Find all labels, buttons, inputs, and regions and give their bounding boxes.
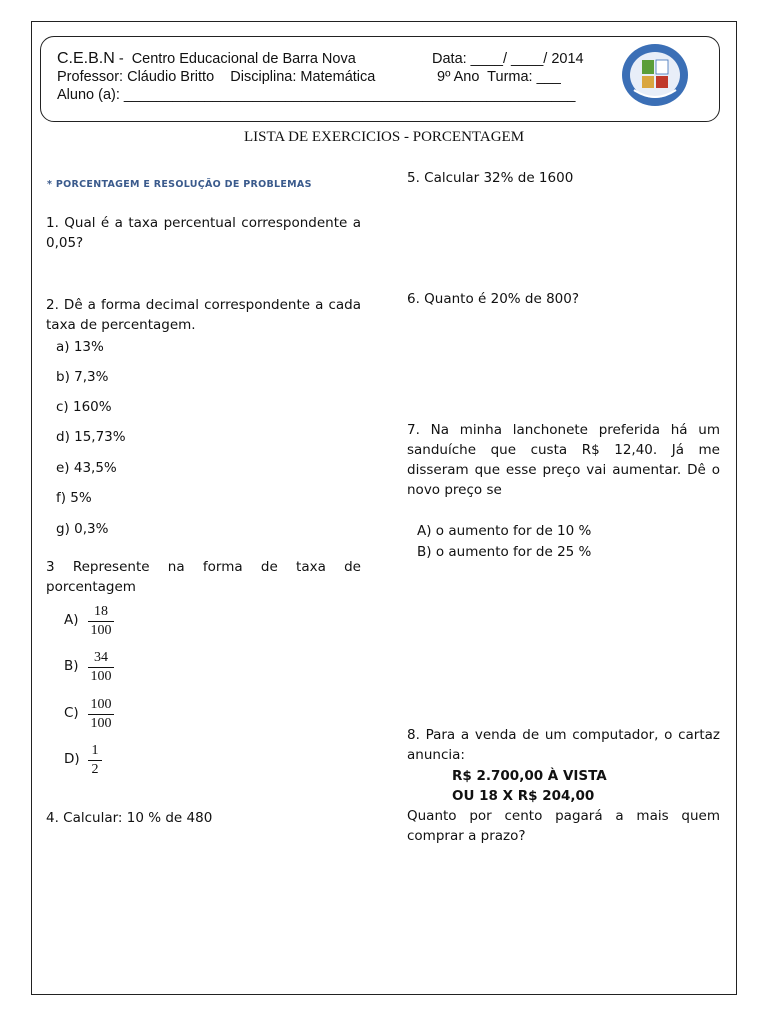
fraction-bar bbox=[88, 621, 114, 622]
q7-item-b: B) o aumento for de 25 % bbox=[417, 544, 592, 560]
q3-label-b: B) bbox=[64, 658, 79, 674]
fraction-numerator: 1 bbox=[91, 743, 99, 758]
question-8: 8. Para a venda de um computador, o cartaz anuncia: bbox=[407, 727, 720, 763]
date-field: Data: ____/ ____/ 2014 bbox=[432, 51, 584, 67]
logo-quadrant-gold bbox=[642, 76, 654, 88]
q3-fraction-a bbox=[88, 604, 114, 639]
fraction-denominator: 2 bbox=[91, 762, 99, 777]
q2-item-f: f) 5% bbox=[56, 490, 92, 506]
professor-label: Professor: Cláudio Britto bbox=[57, 69, 215, 85]
q2-item-d: d) 15,73% bbox=[56, 429, 126, 445]
question-3: 3 Represente na forma de taxa de porcentagem bbox=[46, 559, 361, 595]
question-2: 2. Dê a forma decimal correspondente a cada taxa de percentagem. bbox=[46, 297, 361, 333]
school-logo bbox=[620, 42, 690, 108]
school-acronym: C.E.B.N bbox=[57, 50, 115, 67]
question-1: 1. Qual é a taxa percentual correspondente a 0,05? bbox=[46, 215, 361, 251]
q8-offer-installments: OU 18 X R$ 204,00 bbox=[452, 788, 595, 804]
question-6: 6. Quanto é 20% de 800? bbox=[407, 291, 580, 307]
question-7: 7. Na minha lanchonete preferida há um sanduíche que custa R$ 12,40. Já me disseram que esse preço vai aumentar. Dê o novo preço se bbox=[407, 422, 720, 498]
q7-item-a: A) o aumento for de 10 % bbox=[417, 523, 592, 539]
q8-offer-cash: R$ 2.700,00 À VISTA bbox=[452, 768, 607, 784]
fraction-bar bbox=[88, 714, 114, 715]
professor-line bbox=[57, 68, 375, 86]
q2-item-e: e) 43,5% bbox=[56, 460, 117, 476]
fraction-numerator: 34 bbox=[94, 650, 108, 665]
aluno-line: Aluno (a): ________________________________________________________ bbox=[57, 87, 576, 103]
disciplina-label: Disciplina: Matemática bbox=[230, 69, 376, 85]
question-4: 4. Calcular: 10 % de 480 bbox=[46, 810, 213, 826]
q3-fraction-c bbox=[88, 697, 114, 732]
q3-label-c: C) bbox=[64, 705, 79, 721]
q2-item-a: a) 13% bbox=[56, 339, 104, 355]
q2-item-g: g) 0,3% bbox=[56, 521, 109, 537]
fraction-bar bbox=[88, 667, 114, 668]
school-name: - Centro Educacional de Barra Nova bbox=[114, 51, 356, 67]
section-heading: * PORCENTAGEM E RESOLUÇÃO DE PROBLEMAS bbox=[47, 179, 312, 190]
fraction-denominator: 100 bbox=[90, 623, 112, 638]
q2-item-b: b) 7,3% bbox=[56, 369, 109, 385]
school-line bbox=[57, 50, 356, 68]
q3-label-d: D) bbox=[64, 751, 80, 767]
ano-turma: 9º Ano Turma: ___ bbox=[437, 69, 561, 85]
page-border bbox=[31, 21, 737, 995]
q3-fraction-b bbox=[88, 650, 114, 685]
logo-quadrant-red bbox=[656, 76, 668, 88]
question-5: 5. Calcular 32% de 1600 bbox=[407, 170, 574, 186]
fraction-denominator: 100 bbox=[90, 716, 112, 731]
q3-fraction-d bbox=[88, 743, 102, 778]
header-box bbox=[40, 36, 720, 122]
list-title: LISTA DE EXERCICIOS - PORCENTAGEM bbox=[243, 129, 525, 145]
logo-quadrant-green bbox=[642, 60, 654, 74]
q2-item-c: c) 160% bbox=[56, 399, 112, 415]
fraction-numerator: 18 bbox=[94, 604, 108, 619]
fraction-denominator: 100 bbox=[90, 669, 112, 684]
q3-label-a: A) bbox=[64, 612, 79, 628]
fraction-numerator: 100 bbox=[90, 697, 112, 712]
logo-quadrant-white bbox=[656, 60, 668, 74]
q8-question: Quanto por cento pagará a mais quem comprar a prazo? bbox=[407, 808, 720, 844]
fraction-bar bbox=[88, 760, 102, 761]
